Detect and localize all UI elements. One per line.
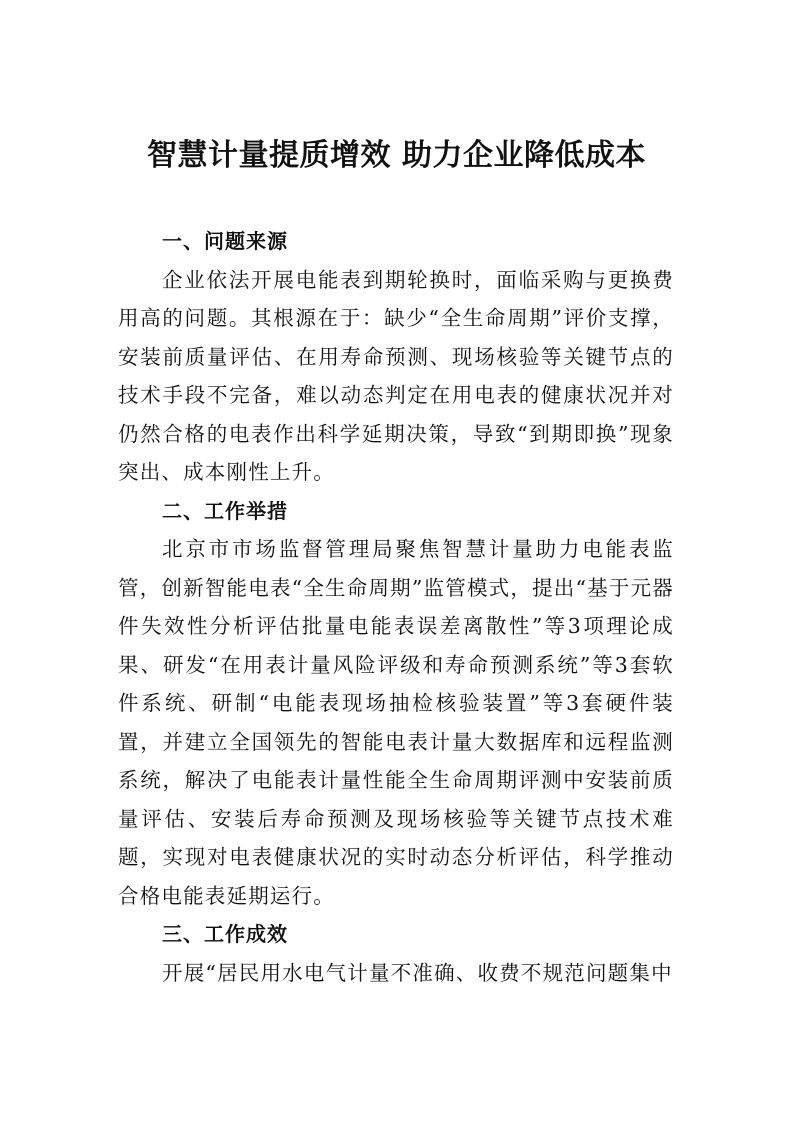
section-paragraph: 北京市市场监督管理局聚焦智慧计量助力电能表监管，创新智能电表“全生命周期”监管模式，提出“基于元器件失效性分析评估批量电能表误差离散性”等3项理论成果、研发“在用表计量风险评级和寿命预测系统”等3套软件系统、研制“电能表现场抽检核验装置”等3套硬件装置，并建立全国领先的智能电表计量大数据库和远程监测系统，解决了电能表计量性能全生命周期评测中安装前质量评估、安装后寿命预测及现场核验等关键节点技术难题，实现对电表健康状况的实时动态分析评估，科学推动合格电能表延期运行。: [118, 537, 674, 908]
section-work-results: [118, 915, 674, 992]
page-title: 智慧计量提质增效 助力企业降低成本: [147, 138, 646, 173]
section-heading: 一、问题来源: [162, 229, 288, 253]
section-heading: 三、工作成效: [162, 922, 288, 946]
document-body: [118, 222, 674, 992]
section-paragraph: 开展“居民用水电气计量不准确、收费不规范问题集中: [162, 960, 673, 985]
section-problem-source: [118, 222, 674, 492]
section-heading: 二、工作举措: [162, 498, 288, 523]
section-paragraph: 企业依法开展电能表到期轮换时，面临采购与更换费用高的问题。其根源在于：缺少“全生命周期”评价支撑，安装前质量评估、在用寿命预测、现场核验等关键节点的技术手段不完备，难以动态判定在用电表的健康状况并对仍然合格的电表作出科学延期决策，导致“到期即换”现象突出、成本刚性上升。: [118, 267, 674, 484]
section-work-measures: [118, 492, 674, 916]
